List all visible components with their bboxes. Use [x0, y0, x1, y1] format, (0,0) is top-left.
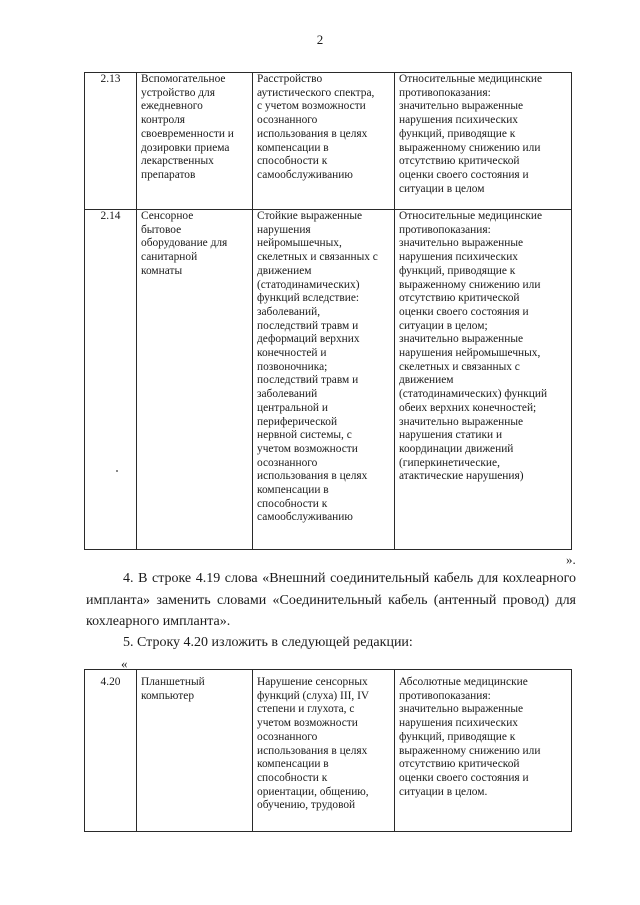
device-name: Вспомогательное устройство для ежедневного контроля своевременности и дозировки приема лекарственных препаратов	[137, 73, 253, 210]
amendment-paragraph-4: 4. В строке 4.19 слова «Внешний соединительный кабель для кохлеарного импланта» заменить словами «Соединительный кабель (антенный провод) для кохлеарного импланта».	[86, 571, 576, 629]
closing-quote: ».	[566, 552, 576, 567]
contraindications: Относительные медицинские противопоказания: значительно выраженные нарушения психических функций, приводящие к выраженному снижению или отсутствию критической оценки своего состояния и ситуации в целом; значительно выраженные нарушения нейромышечных, скелетных и связанных с движением (статодинамических) функций обеих верхних конечностей; значительно выраженные нарушения статики и координации движений (гиперкинетические, атактические нарушения)	[395, 210, 572, 550]
contraindications: Относительные медицинские противопоказания: значительно выраженные нарушения психических функций, приводящие к выраженному снижению или отсутствию критической оценки своего состояния и ситуации в целом	[395, 73, 572, 210]
row-number: 2.14	[85, 210, 137, 550]
row-number: 2.13	[85, 73, 137, 210]
row-number: 4.20	[85, 670, 137, 832]
replacement-row-table	[84, 669, 572, 832]
indications: Расстройство аутистического спектра, с учетом возможности осознанного использования в целях компенсации в способности к самообслуживанию	[253, 73, 395, 210]
page-number: 2	[316, 32, 324, 47]
table-row	[85, 73, 572, 210]
indications: Нарушение сенсорных функций (слуха) III, IV степени и глухота, с учетом возможности осознанного использования в целях компенсации в способности к ориентации, общению, обучению, трудовой	[253, 670, 395, 832]
opening-quote: «	[121, 656, 128, 671]
device-name: Сенсорное бытовое оборудование для санитарной комнаты	[137, 210, 253, 550]
amendment-paragraph-5: 5. Строку 4.20 изложить в следующей редакции:	[123, 635, 413, 650]
contraindications: Абсолютные медицинские противопоказания: значительно выраженные нарушения психических функций, приводящие к выраженному снижению или отсутствию критической оценки своего состояния и ситуации в целом.	[395, 670, 572, 832]
table-row	[85, 670, 572, 832]
device-name: Планшетный компьютер	[137, 670, 253, 832]
scan-speck	[116, 470, 118, 472]
table-row	[85, 210, 572, 550]
indications: Стойкие выраженные нарушения нейромышечных, скелетных и связанных с движением (статодинамических) функций вследствие: заболеваний, последствий травм и деформаций верхних конечностей и позвоночника; последствий травм и заболеваний центральной и периферической нервной системы, с учетом возможности осознанного использования в целях компенсации в способности к самообслуживанию	[253, 210, 395, 550]
devices-table	[84, 72, 572, 550]
